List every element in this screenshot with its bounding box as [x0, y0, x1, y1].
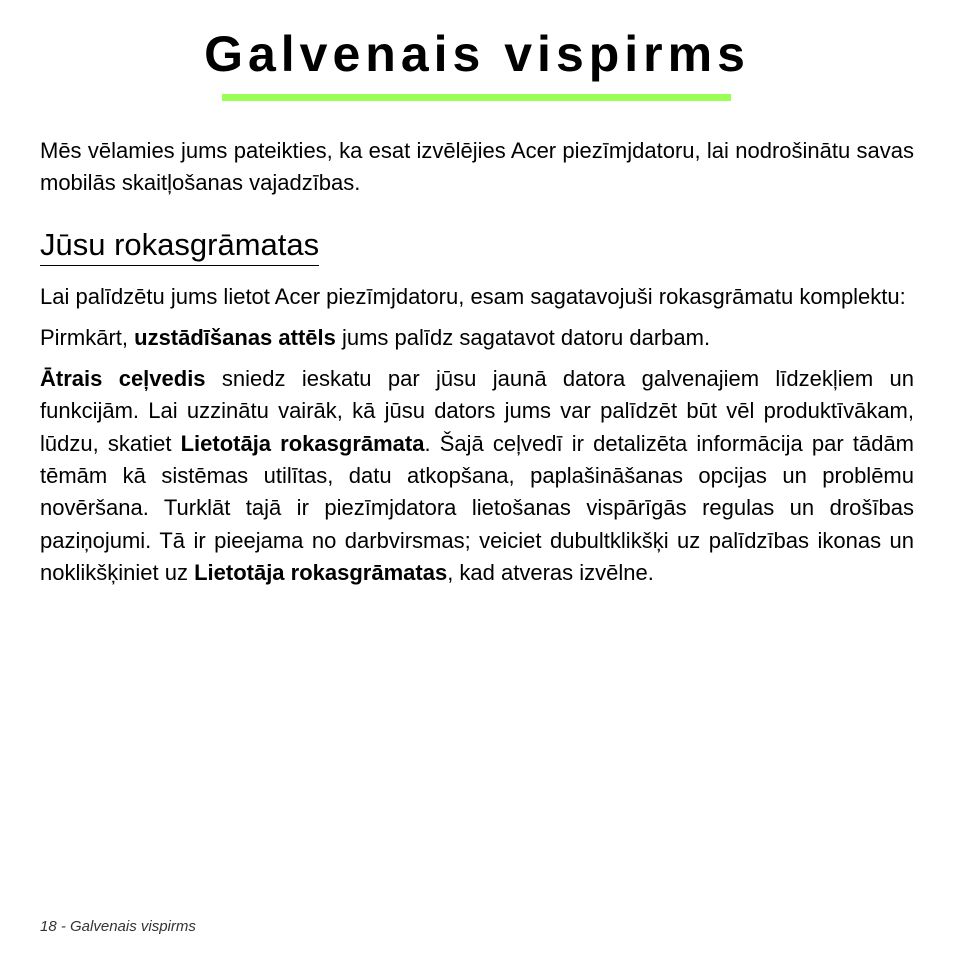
setup-poster-text-start: Pirmkārt, [40, 324, 135, 350]
setup-poster-text-end: jums palīdz sagatavot datoru darbam. [335, 324, 711, 350]
setup-poster-paragraph [40, 322, 914, 354]
user-manuals-term: Lietotāja rokasgrāmatas [194, 559, 448, 585]
manuals-intro-paragraph: Lai palīdzētu jums lietot Acer piezīmjdatoru, esam sagatavojuši rokasgrāmatu komplektu: [40, 283, 906, 309]
page-content [40, 135, 914, 589]
setup-poster-term: uzstādīšanas attēls [134, 324, 336, 350]
quick-guide-text-2: . Šajā ceļvedī ir detalizēta informācija par tādām tēmām kā sistēmas utilītas, datu atkopšana, paplašināšanas opcijas un problēmu novēršana. Turklāt tajā ir piezīmjdatora lietošanas vispārīgās regulas un drošības paziņojumi. Tā ir pieejama no darbvirsmas; veiciet dubultklikšķi uz palīdzības ikonas un noklikšķiniet uz [40, 430, 915, 585]
intro-paragraph: Mēs vēlamies jums pateikties, ka esat izvēlējies Acer piezīmjdatoru, lai nodrošinātu savas mobilās skaitļošanas vajadzības. [40, 138, 914, 196]
page-title: Galvenais vispirms [204, 26, 750, 82]
user-manual-term: Lietotāja rokasgrāmata [180, 430, 425, 456]
section-heading: Jūsu rokasgrāmatas [40, 226, 319, 266]
title-underline-bar [222, 94, 731, 101]
quick-guide-text-3: , kad atveras izvēlne. [447, 559, 654, 585]
quick-guide-term: Ātrais ceļvedis [40, 366, 206, 392]
page-footer: 18 - Galvenais vispirms [40, 918, 196, 935]
quick-guide-paragraph [40, 363, 914, 589]
quick-guide-text-1: sniedz ieskatu par jūsu jaunā datora galvenajiem līdzekļiem un funkcijām. Lai uzzinātu vairāk, kā jūsu dators jums var palīdzēt būt vēl produktīvākam, lūdzu, skatiet [40, 366, 914, 456]
